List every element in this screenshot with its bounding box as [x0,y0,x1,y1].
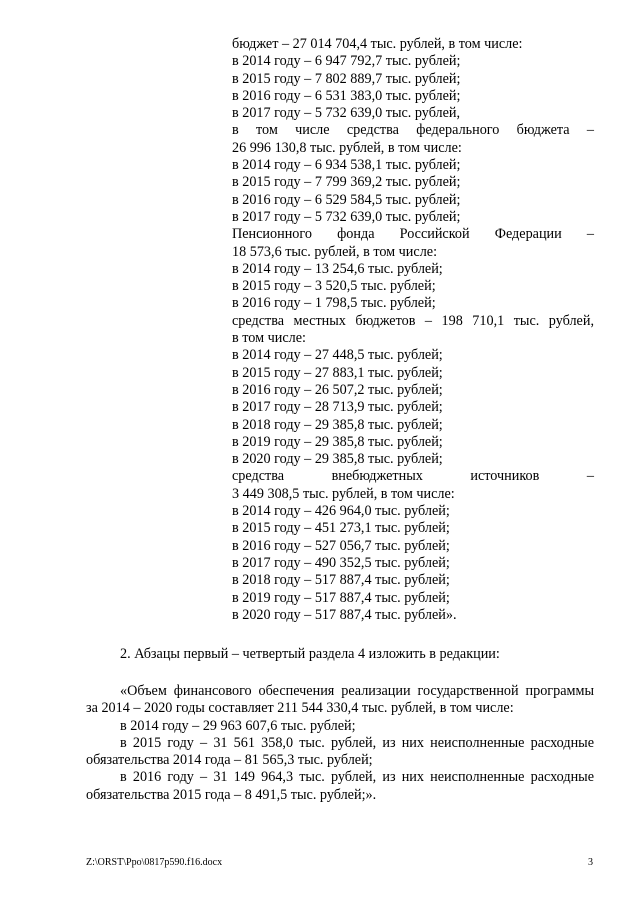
budget-line: в 2017 году – 28 713,9 тыс. рублей; [232,399,443,416]
budget-line: в том числе средства федерального бюджета – [232,122,594,139]
quote-line-4: в 2015 году – 31 561 358,0 тыс. рублей, из них неисполненные расходные [120,734,594,751]
budget-line: в 2018 году – 29 385,8 тыс. рублей; [232,416,443,433]
quote-line-6: в 2016 году – 31 149 964,3 тыс. рублей, из них неисполненные расходные [120,769,594,786]
budget-line: в 2014 году – 6 947 792,7 тыс. рублей; [232,53,461,70]
budget-line: 26 996 130,8 тыс. рублей, в том числе: [232,139,462,156]
budget-line: в 2019 году – 29 385,8 тыс. рублей; [232,433,443,450]
quote-block [86,683,594,804]
budget-line: 18 573,6 тыс. рублей, в том числе: [232,243,438,260]
budget-line: в 2014 году – 426 964,0 тыс. рублей; [232,503,450,520]
budget-line: в 2017 году – 490 352,5 тыс. рублей; [232,554,450,571]
budget-line: в 2015 году – 7 799 369,2 тыс. рублей; [232,174,461,191]
budget-line: в 2016 году – 26 507,2 тыс. рублей; [232,381,443,398]
budget-line: в 2019 году – 517 887,4 тыс. рублей; [232,589,450,606]
quote-line-7: обязательства 2015 года – 8 491,5 тыс. рублей;». [86,786,377,803]
budget-line: средства местных бюджетов – 198 710,1 тыс. рублей, [232,312,594,329]
budget-line: Пенсионного фонда Российской Федерации – [232,226,594,243]
budget-line: в 2018 году – 517 887,4 тыс. рублей; [232,572,450,589]
quote-line-5: обязательства 2014 года – 81 565,3 тыс. рублей; [86,752,373,769]
budget-line: в 2014 году – 27 448,5 тыс. рублей; [232,347,443,364]
item-2-text: 2. Абзацы первый – четвертый раздела 4 изложить в редакции: [120,646,500,662]
budget-line: в 2017 году – 5 732 639,0 тыс. рублей, [232,105,461,122]
budget-line: в 2015 году – 7 802 889,7 тыс. рублей; [232,70,461,87]
budget-line: в 2014 году – 6 934 538,1 тыс. рублей; [232,157,461,174]
budget-line: в 2020 году – 29 385,8 тыс. рублей; [232,451,443,468]
budget-line: в 2015 году – 3 520,5 тыс. рублей; [232,278,436,295]
budget-line: средства внебюджетных источников – [232,468,594,485]
budget-line: в 2016 году – 1 798,5 тыс. рублей; [232,295,436,312]
item-2-paragraph [86,646,594,663]
budget-line: в 2015 году – 451 273,1 тыс. рублей; [232,520,450,537]
budget-line: в 2014 году – 13 254,6 тыс. рублей; [232,260,443,277]
budget-line: в том числе: [232,330,306,347]
footer-file-path: Z:\ORST\Ppo\0817p590.f16.docx [86,857,223,868]
budget-line: в 2016 году – 527 056,7 тыс. рублей; [232,537,450,554]
budget-line: в 2016 году – 6 529 584,5 тыс. рублей; [232,191,461,208]
quote-line-1: «Объем финансового обеспечения реализации государственной программы [120,683,594,699]
budget-line: бюджет – 27 014 704,4 тыс. рублей, в том числе: [232,36,523,52]
budget-line: 3 449 308,5 тыс. рублей, в том числе: [232,485,455,502]
budget-line: в 2015 году – 27 883,1 тыс. рублей; [232,364,443,381]
budget-line: в 2017 году – 5 732 639,0 тыс. рублей; [232,208,461,225]
quote-line-2: за 2014 – 2020 годы составляет 211 544 330,4 тыс. рублей, в том числе: [86,700,514,717]
budget-line: в 2016 году – 6 531 383,0 тыс. рублей; [232,87,461,104]
quote-line-3: в 2014 году – 29 963 607,6 тыс. рублей; [120,717,356,734]
footer-page-number: 3 [588,857,593,868]
budget-column [232,36,594,624]
budget-line: в 2020 году – 517 887,4 тыс. рублей». [232,606,457,623]
